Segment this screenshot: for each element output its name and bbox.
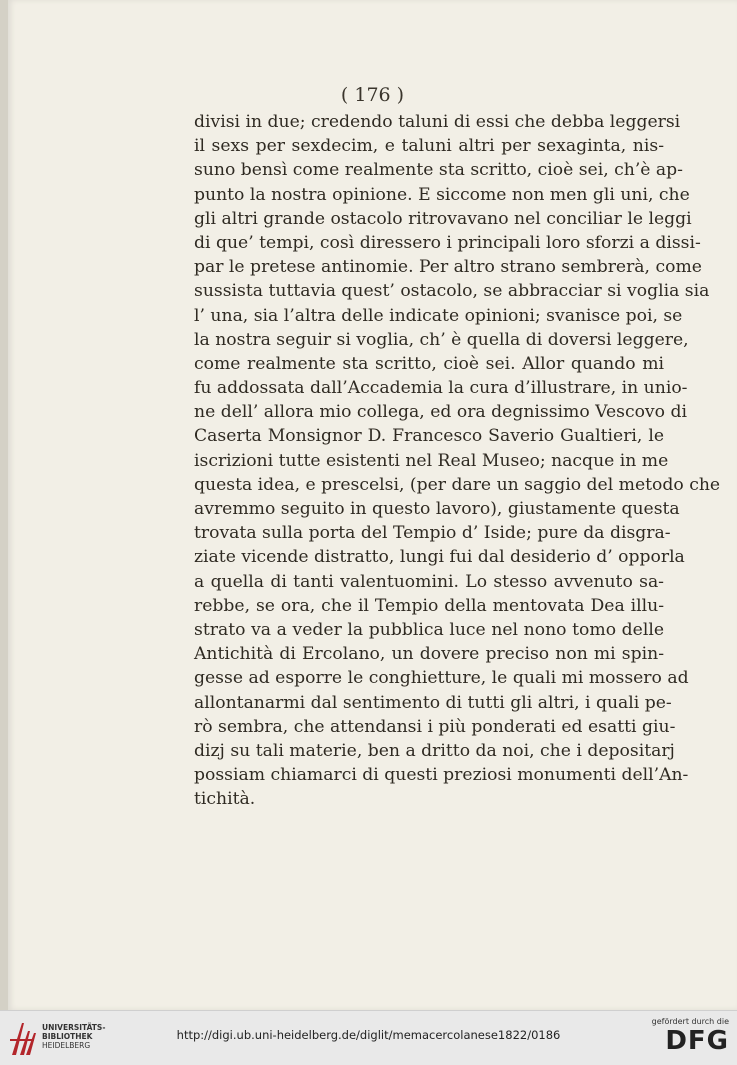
institution-line: HEIDELBERG: [42, 1041, 91, 1050]
text-line: par le pretese antinomie. Per altro strano sembrerà, come: [194, 257, 702, 278]
permalink-url[interactable]: http://digi.ub.uni-heidelberg.de/diglit/memacercolanese1822/0186: [176, 1028, 561, 1042]
text-line: Antichità di Ercolano, un dovere preciso non mi spin-: [194, 644, 664, 665]
text-line: Caserta Monsignor D. Francesco Saverio Gualtieri, le: [194, 426, 664, 447]
text-line: possiam chiamarci di questi preziosi monumenti dell’An-: [194, 765, 689, 786]
text-line: ne dell’ allora mio collega, ed ora degnissimo Vescovo di: [194, 402, 687, 423]
text-line: punto la nostra opinione. E siccome non men gli uni, che: [194, 184, 690, 205]
text-line: di que’ tempi, così diressero i principali loro sforzi a dissi-: [194, 232, 701, 253]
text-line: trovata sulla porta del Tempio d’ Iside; pure da disgra-: [194, 523, 671, 544]
text-line: strato va a veder la pubblica luce nel nono tomo delle: [194, 619, 664, 640]
text-line: sussista tuttavia quest’ ostacolo, se abbracciar si voglia sia: [194, 281, 710, 302]
text-line: divisi in due; credendo taluni di essi che debba leggersi: [194, 112, 681, 132]
text-line: rò sembra, che attendansi i più ponderati ed esatti giu-: [194, 716, 676, 737]
text-line: l’ una, sia l’altra delle indicate opinioni; svanisce poi, se: [194, 305, 683, 326]
text-line: gli altri grande ostacolo ritrovavano nel conciliar le leggi: [194, 208, 692, 229]
text-line: a quella di tanti valentuomini. Lo stesso avvenuto sa-: [194, 571, 664, 592]
text-line: la nostra seguir si voglia, ch’ è quella di doversi leggere,: [194, 329, 689, 350]
text-line: gesse ad esporre le conghietture, le quali mi mossero ad: [194, 668, 689, 689]
page-number: ( 176 ): [340, 84, 405, 106]
text-line: allontanarmi dal sentimento di tutti gli altri, i quali pe-: [194, 692, 672, 713]
text-line: come realmente sta scritto, cioè sei. Allor quando mi: [194, 353, 664, 374]
text-line: fu addossata dall’Accademia la cura d’illustrare, in unio-: [194, 378, 688, 399]
text-line: rebbe, se ora, che il Tempio della mentovata Dea illu-: [194, 595, 664, 616]
dfg-logo: DFG: [665, 1026, 729, 1056]
institution-line: BIBLIOTHEK: [42, 1032, 93, 1041]
text-line: iscrizioni tutte esistenti nel Real Museo; nacque in me: [194, 450, 669, 471]
scanned-page: [8, 0, 737, 1010]
text-line: ziate vicende distratto, lungi fui dal desiderio d’ opporla: [194, 547, 685, 568]
text-line: tichità.: [194, 789, 256, 810]
text-line: il sexs per sexdecim, e taluni altri per sexaginta, nis-: [194, 136, 664, 157]
funding-credit: [652, 1017, 729, 1056]
footer-bar: [0, 1010, 737, 1065]
text-line: avremmo seguito in questo lavoro), giustamente questa: [194, 499, 680, 519]
funded-by-label: gefördert durch die: [651, 1017, 729, 1026]
body-text: [194, 110, 721, 811]
text-line: dizj su tali materie, ben a dritto da noi, che i depositarj: [194, 740, 675, 761]
text-line: suno bensì come realmente sta scritto, cioè sei, ch’è ap-: [194, 160, 683, 181]
text-line: questa idea, e prescelsi, (per dare un saggio del metodo che: [194, 474, 721, 495]
institution-line: UNIVERSITÄTS-: [42, 1023, 106, 1032]
